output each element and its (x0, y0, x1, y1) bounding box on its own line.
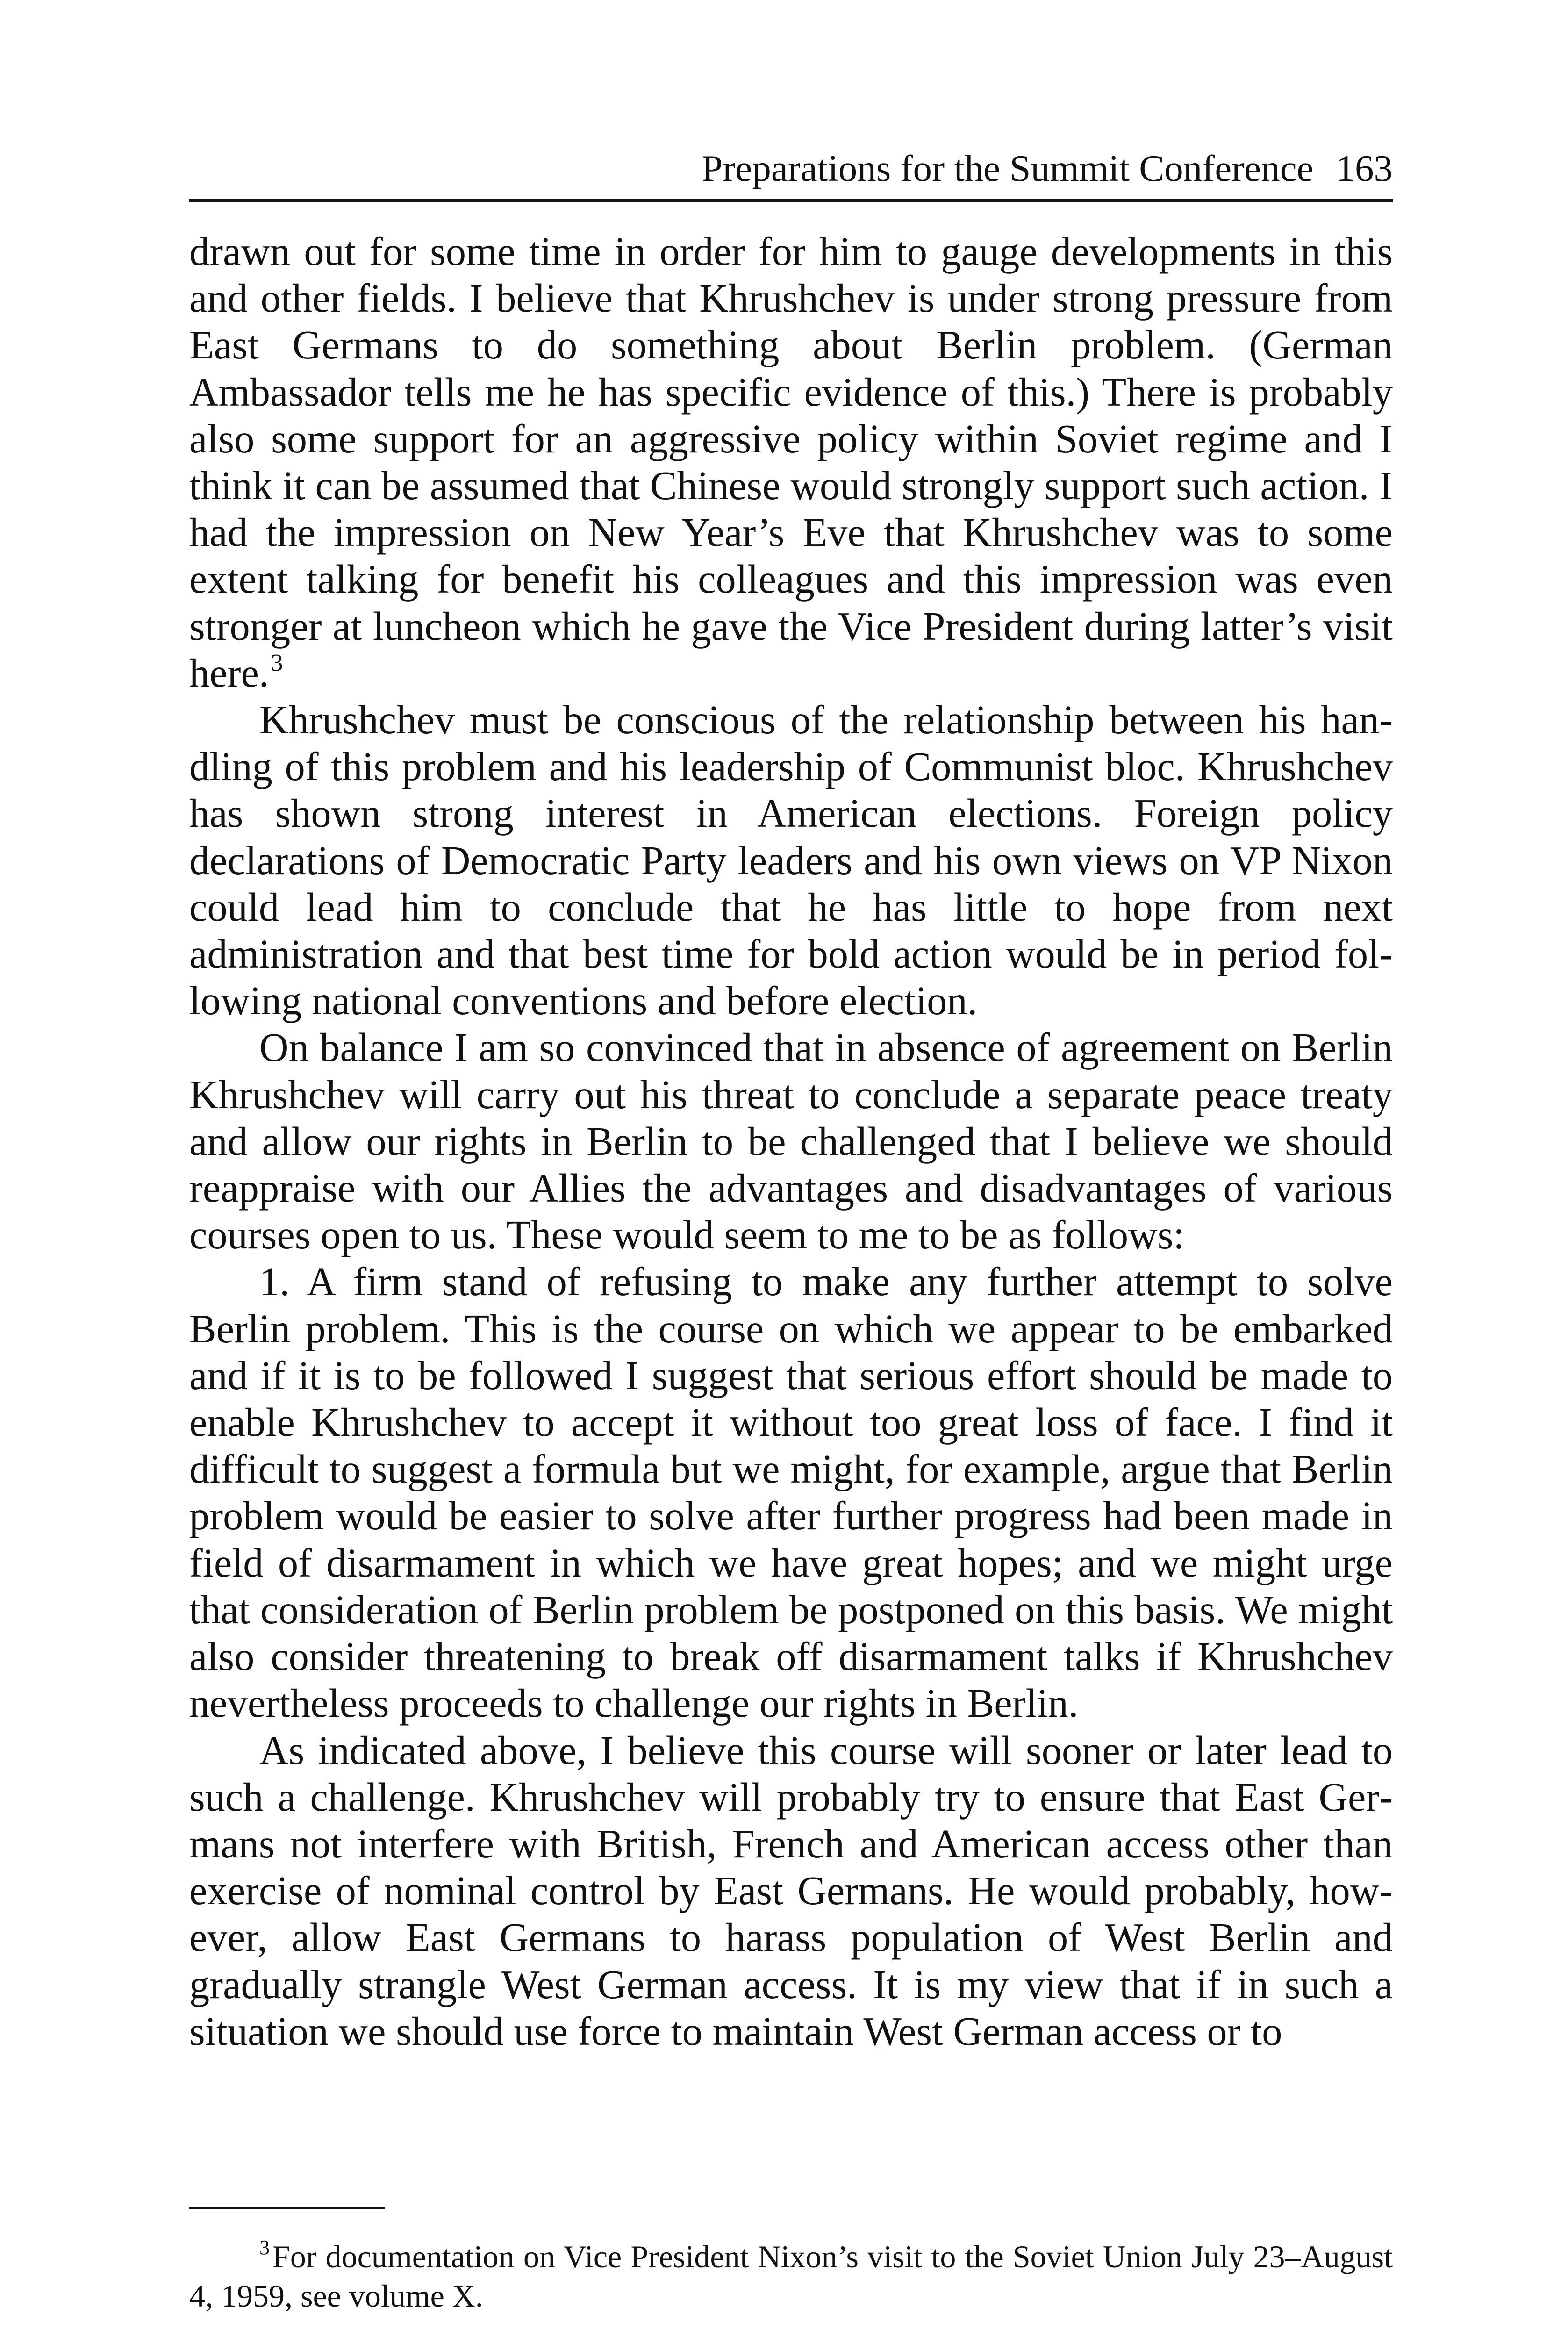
paragraph-1-text: drawn out for some time in order for him to gauge developments in this and other fields. I believe that Khrushchev is under strong pressure from East Germans to do something about Berlin problem. (German Ambassador tells me he has specific evidence of this.) There is probably also some support for an aggressive policy within Soviet regime and I think it can be assumed that Chinese would strongly support such action. I had the impression on New Year’s Eve that Khrushchev was to some extent talking for benefit his colleagues and this impression was even stronger at luncheon which he gave the Vice President during latter’s visit here. (189, 229, 1393, 695)
paragraph-3: On balance I am so convinced that in absence of agreement on Berlin Khrushchev will carry out his threat to conclude a separate peace treaty and allow our rights in Berlin to be challenged that I believe we should reappraise with our Allies the advantages and disadvantages of various courses open to us. These would seem to me to be as follows: (189, 1025, 1393, 1258)
paragraph-1 (189, 228, 1393, 696)
running-head (189, 143, 1393, 203)
paragraph-5: As indicated above, I believe this course will sooner or later lead to such a challenge. Khrushchev will probably try to ensure that East Germans not interfere with British, French and American access other than exercise of nominal control by East Germans. He would probably, however, allow East Germans to harass population of West Berlin and gradually strangle West German access. It is my view that if in such a situation we should use force to maintain West German access or to (189, 1728, 1393, 2054)
footnote-marker: 3 (259, 2236, 270, 2259)
paragraph-2: Khrushchev must be conscious of the relationship between his handling of this problem and his leadership of Communist bloc. Khrushchev has shown strong interest in American elections. Foreign policy declarations of Democratic Party leaders and his own views on VP Nixon could lead him to conclude that he has little to hope from next administration and that best time for bold action would be in period following national conventions and before election. (189, 697, 1393, 1024)
body-text (189, 228, 1393, 2055)
page-number: 163 (1336, 147, 1393, 189)
footnote-text: For documentation on Vice President Nixon’s visit to the Soviet Union July 23–August 4, 1959, see volume X. (189, 2239, 1393, 2314)
paragraph-4-list-item-1: 1. A firm stand of refusing to make any further attempt to solve Berlin problem. This is the course on which we appear to be embarked and if it is to be followed I suggest that serious effort should be made to enable Khrushchev to accept it without too great loss of face. I find it difficult to suggest a formula but we might, for example, argue that Berlin problem would be easier to solve after further progress had been made in field of disarmament in which we have great hopes; and we might urge that consideration of Berlin problem be postponed on this basis. We might also consider threatening to break off disarmament talks if Khrushchev nevertheless proceeds to challenge our rights in Berlin. (189, 1259, 1393, 1726)
footnote (189, 2237, 1393, 2315)
footnote-rule (189, 2207, 385, 2209)
header-rule (189, 199, 1393, 202)
running-head-title: Preparations for the Summit Conference (702, 147, 1314, 189)
running-head-title-line (702, 143, 1393, 194)
footnote-reference: 3 (271, 649, 283, 676)
